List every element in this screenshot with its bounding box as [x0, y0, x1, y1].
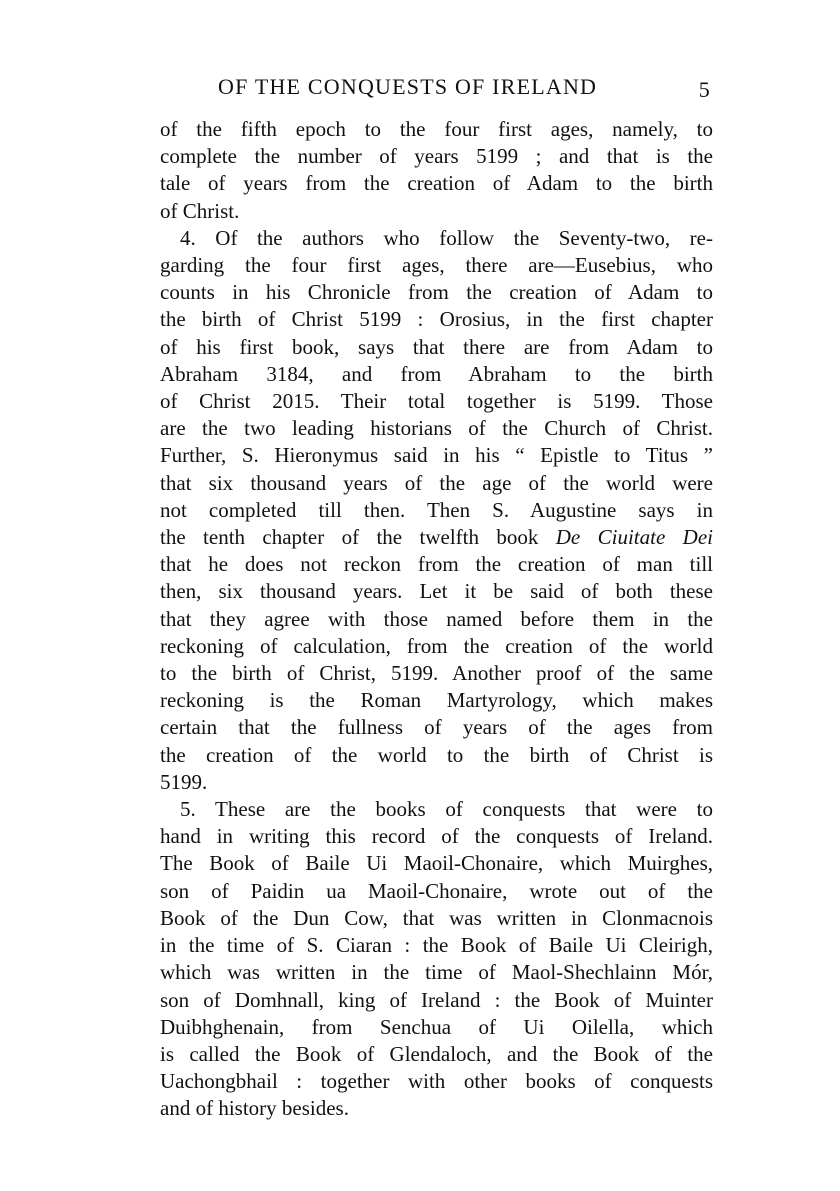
text-line: are the two leading historians of the Church of Christ.	[160, 416, 713, 441]
paragraph-4-start: 4. Of the authors who follow the Seventy-two, re-	[180, 225, 713, 250]
text-line: garding the four first ages, there are—Eusebius, who	[160, 253, 713, 278]
text-line: complete the number of years 5199 ; and that is the	[160, 144, 713, 169]
text-line: son of Domhnall, king of Ireland : the Book of Muinter	[160, 987, 713, 1012]
text-line-with-title	[160, 524, 713, 551]
text-line: of Christ 2015. Their total together is 5199. Those	[160, 389, 713, 414]
text-line: the creation of the world to the birth of Christ is	[160, 742, 713, 767]
text-line: which was written in the time of Maol-Shechlainn Mór,	[160, 960, 713, 985]
text-line: 5199.	[160, 769, 208, 794]
text-line: and of history besides.	[160, 1096, 349, 1121]
text-line: to the birth of Christ, 5199. Another proof of the same	[160, 661, 713, 686]
text-line: not completed till then. Then S. Augustine says in	[160, 497, 713, 522]
text-line: of the fifth epoch to the four first ages, namely, to	[160, 117, 713, 141]
text-line: son of Paidin ua Maoil-Chonaire, wrote out of the	[160, 878, 713, 903]
running-title: OF THE CONQUESTS OF IRELAND	[218, 74, 598, 99]
text-line: hand in writing this record of the conquests of Ireland.	[160, 824, 713, 849]
text-line: is called the Book of Glendaloch, and the Book of the	[160, 1041, 713, 1066]
running-header	[160, 74, 713, 104]
body-text	[160, 116, 713, 1123]
text-line: in the time of S. Ciaran : the Book of Baile Ui Cleirigh,	[160, 933, 713, 958]
text-line: of Christ.	[160, 198, 240, 223]
text-line: tale of years from the creation of Adam to the birth	[160, 171, 713, 196]
book-page	[160, 74, 713, 1123]
text-line: Book of the Dun Cow, that was written in Clonmacnois	[160, 905, 713, 930]
text-line: then, six thousand years. Let it be said of both these	[160, 579, 713, 604]
text-line: that he does not reckon from the creation of man till	[160, 552, 713, 577]
text-line: Further, S. Hieronymus said in his “ Epistle to Titus ”	[160, 443, 713, 468]
page-number: 5	[698, 77, 711, 102]
text-line: counts in his Chronicle from the creation of Adam to	[160, 280, 713, 305]
text-line: Duibhghenain, from Senchua of Ui Oilella, which	[160, 1014, 713, 1039]
text-line: certain that the fullness of years of the ages from	[160, 715, 713, 740]
text-line: Abraham 3184, and from Abraham to the birth	[160, 361, 713, 386]
text-line: Uachongbhail : together with other books of conquests	[160, 1069, 713, 1094]
text-line: the birth of Christ 5199 : Orosius, in the first chapter	[160, 307, 713, 332]
text-line: reckoning of calculation, from the creation of the world	[160, 633, 713, 658]
text-line: of his first book, says that there are from Adam to	[160, 334, 713, 359]
text-line: that they agree with those named before them in the	[160, 606, 713, 631]
text-line: The Book of Baile Ui Maoil-Chonaire, which Muirghes,	[160, 851, 713, 876]
text-fragment: the tenth chapter of the twelfth book	[160, 525, 539, 550]
paragraph-5-start: 5. These are the books of conquests that were to	[180, 797, 713, 822]
text-line: that six thousand years of the age of the world were	[160, 470, 713, 495]
text-line: reckoning is the Roman Martyrology, which makes	[160, 688, 713, 713]
book-title: De Ciuitate Dei	[555, 525, 713, 550]
